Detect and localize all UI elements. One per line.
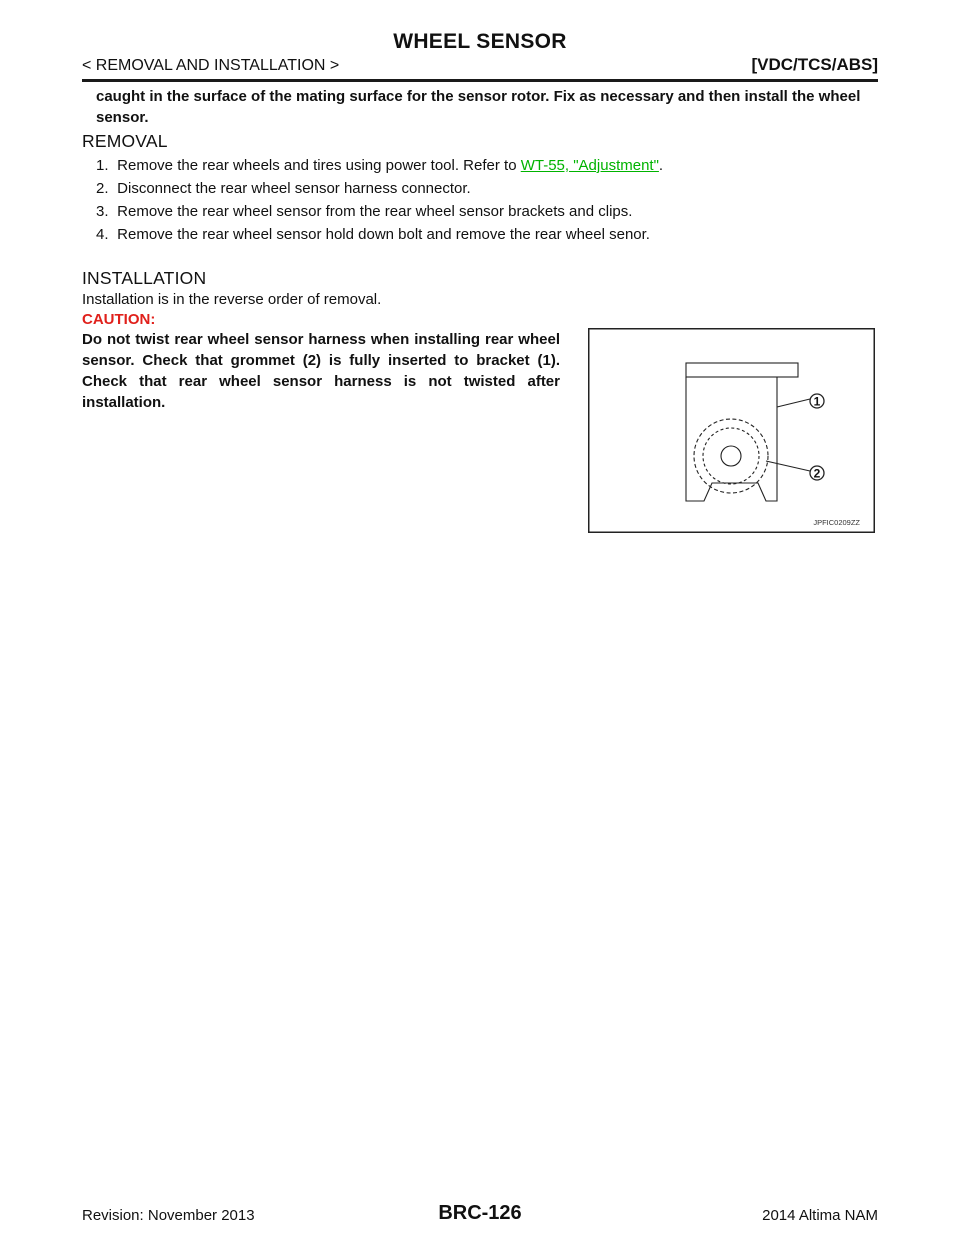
figure-code: JPFIC0209ZZ [813,518,860,527]
removal-step-4 [96,226,650,243]
callout-1-label: 1 [813,394,821,409]
step-number: 1. [96,157,109,174]
model-label: 2014 Altima NAM [762,1207,878,1224]
removal-heading: REMOVAL [82,131,168,151]
step-text-end: . [658,157,664,174]
step-number: 4. [96,226,109,243]
callout-2 [810,466,824,481]
callout-1 [810,394,824,409]
system-label: [VDC/TCS/ABS] [751,55,878,74]
step-number: 2. [96,180,109,197]
step-text: Remove the rear wheel sensor hold down bolt and remove the rear wheel senor. [117,226,650,243]
installation-heading: INSTALLATION [82,268,207,288]
caution-label: CAUTION: [82,311,156,328]
step-text: Remove the rear wheel sensor from the rear wheel sensor brackets and clips. [117,203,633,220]
step-text: Disconnect the rear wheel sensor harness connector. [117,180,471,197]
step-text: Remove the rear wheels and tires using power tool. Refer to [117,157,521,174]
intro-text: caught in the surface of the mating surface for the sensor rotor. Fix as necessary and then install the wheel sensor. [96,88,861,126]
wheel-sensor-bracket-figure [588,328,875,533]
step-number: 3. [96,203,109,220]
header-rule [82,79,878,82]
removal-step-1 [96,157,663,174]
caution-text: Do not twist rear wheel sensor harness when installing rear wheel sensor. Check that grommet (2) is fully inserted to bracket (1). Check that rear wheel sensor harness is not twisted after installation. [82,331,560,411]
section-label: < REMOVAL AND INSTALLATION > [82,57,340,74]
page-title: WHEEL SENSOR [393,30,567,53]
removal-step-2 [96,180,471,197]
removal-step-3 [96,203,632,220]
installation-text: Installation is in the reverse order of removal. [82,291,382,308]
page-number: BRC-126 [438,1202,522,1224]
callout-2-label: 2 [813,466,821,481]
wt55-adjustment-link[interactable]: WT-55, "Adjustment" [520,157,659,174]
revision-date: Revision: November 2013 [82,1207,255,1224]
